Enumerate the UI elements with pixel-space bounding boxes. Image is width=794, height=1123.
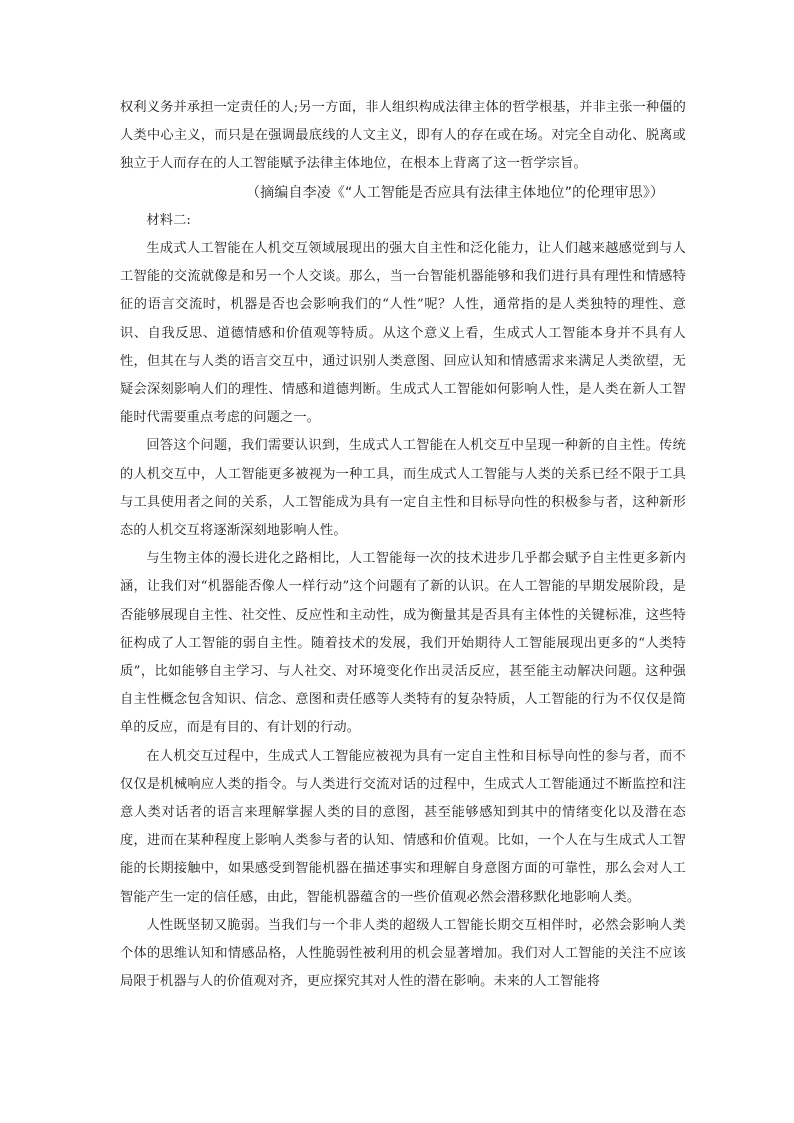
body-paragraph: 人性既坚韧又脆弱。当我们与一个非人类的超级人工智能长期交互相伴时，必然会影响人类个体的思维认知和情感品格，人性脆弱性被利用的机会显著增加。我们对人工智能的关注不应该局限于机器与人的价值观对齐，更应探究其对人性的潜在影响。未来的人工智能将 <box>120 917 686 990</box>
body-paragraph: 回答这个问题，我们需要认识到，生成式人工智能在人机交互中呈现一种新的自主性。传统的人机交互中，人工智能更多被视为一种工具，而生成式人工智能与人类的关系已经不限于工具与工具使用者之间的关系，人工智能成为具有一定自主性和目标导向性的积极参与者，这种新形态的人机交互将逐渐深刻地影响人性。 <box>120 438 686 539</box>
body-paragraph: 在人机交互过程中，生成式人工智能应被视为具有一定自主性和目标导向性的参与者，而不仅仅是机械响应人类的指令。与人类进行交流对话的过程中，生成式人工智能通过不断监控和注意人类对话者的语言来理解掌握人类的目的意图，甚至能够感知到其中的情绪变化以及潜在态度，进而在某种程度上影响人类参与者的认知、情感和价值观。比如，一个人在与生成式人工智能的长期接触中，如果感受到智能机器在描述事实和理解自身意图方面的可靠性，那么会对人工智能产生一定的信任感，由此，智能机器蕴含的一些价值观必然会潜移默化地影响人类。 <box>120 748 686 905</box>
body-paragraph: 生成式人工智能在人机交互领域展现出的强大自主性和泛化能力，让人们越来越感觉到与人工智能的交流就像是和另一个人交谈。那么，当一台智能机器能够和我们进行具有理性和情感特征的语言交流时，机器是否也会影响我们的“人性”呢？人性，通常指的是人类独特的理性、意识、自我反思、道德情感和价值观等特质。从这个意义上看，生成式人工智能本身并不具有人性，但其在与人类的语言交互中，通过识别人类意图、回应认知和情感需求来满足人类欲望，无疑会深刻影响人们的理性、情感和道德判断。生成式人工智能如何影响人性，是人类在新人工智能时代需要重点考虑的问题之一。 <box>120 241 686 426</box>
section-heading: 材料二: <box>146 212 191 228</box>
source-citation: （摘编自李凌《“人工智能是否应具有法律主体地位”的伦理审思》） <box>246 184 665 201</box>
document-body <box>120 94 686 997</box>
body-paragraph: 与生物主体的漫长进化之路相比，人工智能每一次的技术进步几乎都会赋予自主性更多新内涵，让我们对“机器能否像人一样行动”这个问题有了新的认识。在人工智能的早期发展阶段，是否能够展现自主性、社交性、反应性和主动性，成为衡量其是否具有主体性的关键标准，这些特征构成了人工智能的弱自主性。随着技术的发展，我们开始期待人工智能展现出更多的“人类特质”，比如能够自主学习、与人社交、对环境变化作出灵活反应，甚至能主动解决问题。这种强自主性概念包含知识、信念、意图和责任感等人类特有的复杂特质，人工智能的行为不仅仅是简单的反应，而是有目的、有计划的行动。 <box>120 551 686 736</box>
intro-paragraph: 权利义务并承担一定责任的人;另一方面，非人组织构成法律主体的哲学根基，并非主张一种僵的人类中心主义，而只是在强调最底线的人文主义，即有人的存在或在场。对完全自动化、脱离或独立于人而存在的人工智能赋予法律主体地位，在根本上背离了这一哲学宗旨。 <box>120 100 686 172</box>
